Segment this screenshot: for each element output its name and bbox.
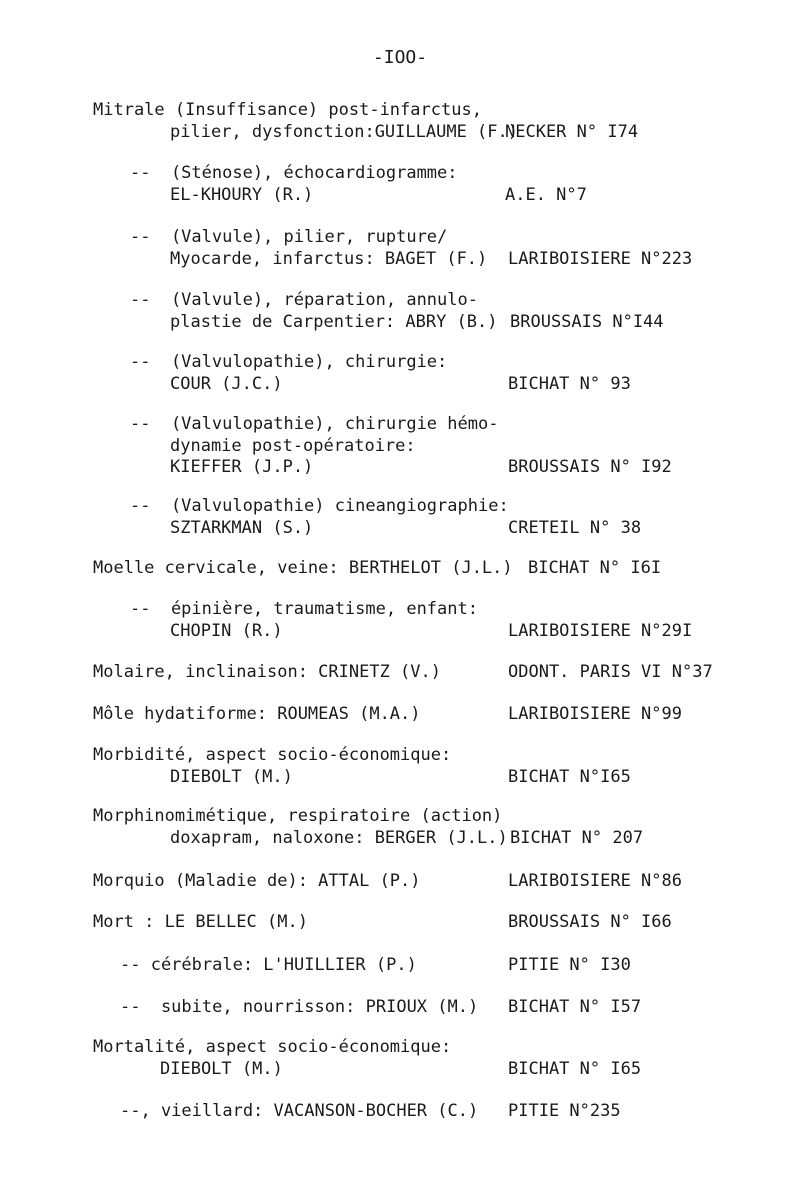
- entry-reference: BICHAT N° I65: [508, 1059, 642, 1079]
- entry-reference: A.E. N°7: [505, 185, 587, 205]
- entry-line: SZTARKMAN (S.): [170, 518, 314, 538]
- entry-reference: BICHAT N° I57: [508, 997, 642, 1017]
- entry-reference: LARIBOISIERE N°29I: [508, 621, 693, 641]
- entry-line: -- (Valvule), pilier, rupture/: [130, 227, 448, 247]
- entry-reference: LARIBOISIERE N°223: [508, 249, 693, 269]
- entry-reference: BROUSSAIS N°I44: [510, 312, 664, 332]
- entry-line: COUR (J.C.): [170, 374, 283, 394]
- page-number: -IOO-: [372, 47, 428, 68]
- entry-line: -- (Valvulopathie) cineangiographie:: [130, 496, 509, 516]
- entry-line: Moelle cervicale, veine: BERTHELOT (J.L.): [93, 558, 513, 578]
- entry-line: Myocarde, infarctus: BAGET (F.): [170, 249, 488, 269]
- entry-reference: ODONT. PARIS VI N°37: [508, 662, 713, 682]
- entry-reference: PITIE N°235: [508, 1101, 621, 1121]
- entry-reference: BICHAT N° 207: [510, 828, 644, 848]
- entry-line: Mortalité, aspect socio-économique:: [93, 1037, 452, 1057]
- entry-reference: PITIE N° I30: [508, 955, 631, 975]
- entry-reference: BICHAT N°I65: [508, 767, 631, 787]
- entry-line: Mitrale (Insuffisance) post-infarctus,: [93, 100, 482, 120]
- entry-line: DIEBOLT (M.): [170, 767, 293, 787]
- entry-line: -- (Valvulopathie), chirurgie:: [130, 352, 448, 372]
- entry-reference: LARIBOISIERE N°99: [508, 704, 682, 724]
- entry-line: Mort : LE BELLEC (M.): [93, 912, 308, 932]
- entry-line: Molaire, inclinaison: CRINETZ (V.): [93, 662, 441, 682]
- entry-line: -- (Valvule), réparation, annulo-: [130, 290, 478, 310]
- entry-reference: NECKER N° I74: [505, 122, 639, 142]
- entry-line: plastie de Carpentier: ABRY (B.): [170, 312, 498, 332]
- entry-reference: LARIBOISIERE N°86: [508, 871, 682, 891]
- entry-line: EL-KHOURY (R.): [170, 185, 314, 205]
- entry-line: doxapram, naloxone: BERGER (J.L.): [170, 828, 508, 848]
- entry-line: -- cérébrale: L'HUILLIER (P.): [120, 955, 417, 975]
- entry-line: pilier, dysfonction:GUILLAUME (F.): [170, 122, 518, 142]
- entry-line: Môle hydatiforme: ROUMEAS (M.A.): [93, 704, 421, 724]
- entry-line: DIEBOLT (M.): [160, 1059, 283, 1079]
- entry-line: Morbidité, aspect socio-économique:: [93, 745, 452, 765]
- entry-line: dynamie post-opératoire:: [170, 436, 416, 456]
- entry-line: CHOPIN (R.): [170, 621, 283, 641]
- entry-line: -- (Valvulopathie), chirurgie hémo-: [130, 414, 499, 434]
- entry-reference: BICHAT N° 93: [508, 374, 631, 394]
- entry-line: --, vieillard: VACANSON-BOCHER (C.): [120, 1101, 479, 1121]
- entry-reference: BROUSSAIS N° I66: [508, 912, 672, 932]
- entry-line: -- épinière, traumatisme, enfant:: [130, 599, 478, 619]
- entry-line: -- subite, nourrisson: PRIOUX (M.): [120, 997, 479, 1017]
- entry-line: Morquio (Maladie de): ATTAL (P.): [93, 871, 421, 891]
- entry-line: KIEFFER (J.P.): [170, 457, 314, 477]
- entry-reference: BICHAT N° I6I: [528, 558, 662, 578]
- entry-reference: BROUSSAIS N° I92: [508, 457, 672, 477]
- entry-reference: CRETEIL N° 38: [508, 518, 642, 538]
- entry-line: Morphinomimétique, respiratoire (action): [93, 806, 503, 826]
- entry-line: -- (Sténose), échocardiogramme:: [130, 163, 458, 183]
